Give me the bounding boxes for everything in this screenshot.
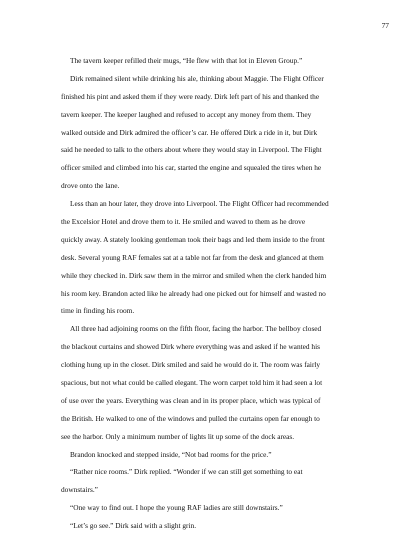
- text-line: “Let’s go see.” Dirk said with a slight grin.: [70, 521, 197, 531]
- text-line: of use over the years. Everything was clean and in its proper place, which was typical of: [61, 395, 321, 405]
- text-line: see the harbor. Only a minimum number of lights lit up some of the dock areas.: [61, 431, 295, 441]
- text-line: time in finding his room.: [61, 306, 135, 316]
- text-line: Brandon knocked and stepped inside, “Not bad rooms for the price.”: [70, 449, 272, 459]
- text-line: walked outside and Dirk admired the officer’s car. He offered Dirk a ride in it, but Dirk: [61, 127, 318, 137]
- text-line: downstairs.”: [61, 485, 98, 495]
- text-line: his room key. Brandon acted like he already had one picked out for himself and wasted no: [61, 288, 326, 298]
- body-text: [61, 52, 381, 535]
- text-line: the Excelsior Hotel and drove them to it. He smiled and waved to them as he drove: [61, 217, 306, 227]
- text-line: while they checked in. Dirk saw them in the mirror and smiled when the clerk handed him: [61, 270, 327, 280]
- text-line: tavern keeper. The keeper laughed and refused to accept any money from them. They: [61, 109, 312, 119]
- text-line: quickly away. A stately looking gentleman took their bags and led them inside to the front: [61, 234, 325, 244]
- text-line: the blackout curtains and showed Dirk where everything was and asked if he wanted his: [61, 342, 320, 352]
- text-line: desk. Several young RAF females sat at a table not far from the desk and glanced at them: [61, 252, 324, 262]
- text-line: officer smiled and climbed into his car, started the engine and squealed the tires when he: [61, 163, 322, 173]
- text-line: All three had adjoining rooms on the fifth floor, facing the harbor. The bellboy closed: [70, 324, 322, 334]
- text-line: “One way to find out. I hope the young RAF ladies are still downstairs.”: [70, 503, 283, 513]
- text-line: spacious, but not what could be called elegant. The worn carpet told him it had seen a lot: [61, 378, 323, 388]
- text-line: Less than an hour later, they drove into Liverpool. The Flight Officer had recommended: [70, 199, 329, 209]
- page-number: 77: [381, 21, 389, 30]
- text-line: The tavern keeper refilled their mugs, “He flew with that lot in Eleven Group.”: [70, 56, 303, 65]
- text-line: finished his pint and asked them if they were ready. Dirk left part of his and thanked the: [61, 91, 320, 101]
- text-line: the British. He walked to one of the windows and pulled the curtains open far enough to: [61, 413, 320, 423]
- text-line: clothing hung up in the closet. Dirk smiled and said he would do it. The room was fairly: [61, 360, 321, 370]
- text-line: said he needed to talk to the others about where they would stay in Liverpool. The Flight: [61, 145, 322, 155]
- text-line: drove onto the lane.: [61, 181, 120, 191]
- text-line: “Rather nice rooms.” Dirk replied. “Wonder if we can still get something to eat: [70, 467, 303, 477]
- text-line: Dirk remained silent while drinking his ale, thinking about Maggie. The Flight Officer: [70, 73, 324, 83]
